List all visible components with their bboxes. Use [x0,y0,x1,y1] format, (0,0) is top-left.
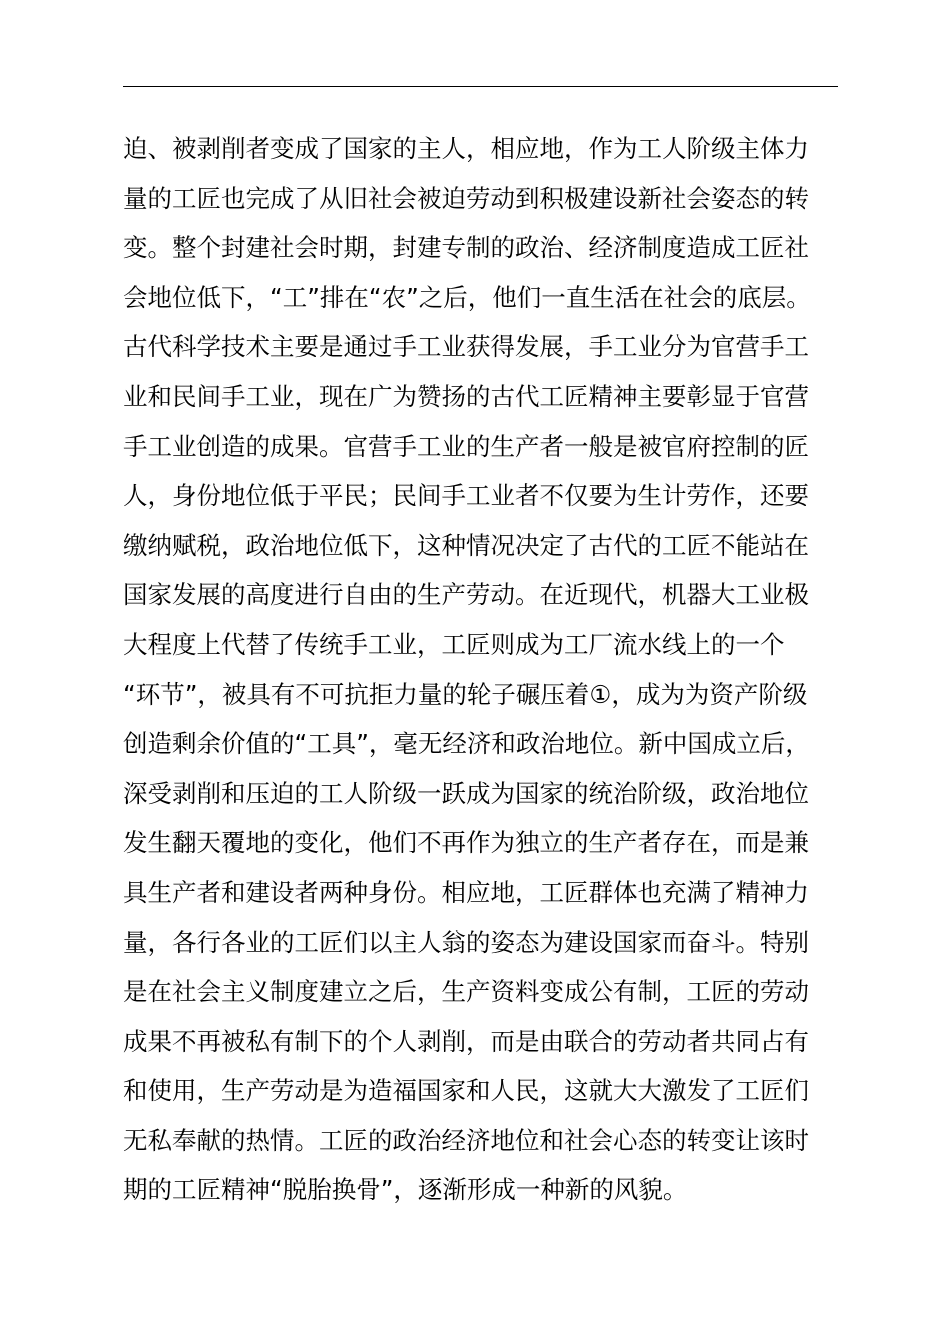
text-line: 大程度上代替了传统手工业，工匠则成为工厂流水线上的一个 [123,629,785,659]
text-line: “环节”，被具有不可抗拒力量的轮子碾压着①，成为为资产阶级 [123,679,808,709]
text-line: 创造剩余价值的“工具”，毫无经济和政治地位。新中国成立后， [123,729,810,759]
text-line: 是在社会主义制度建立之后，生产资料变成公有制，工匠的劳动 [123,977,809,1007]
text-line: 手工业创造的成果。官营手工业的生产者一般是被官府控制的匠 [123,431,809,461]
text-line: 会地位低下，“工”排在“农”之后，他们一直生活在社会的底层。 [123,282,811,312]
text-line: 缴纳赋税，政治地位低下，这种情况决定了古代的工匠不能站在 [123,530,809,560]
text-line: 业和民间手工业，现在广为赞扬的古代工匠精神主要彰显于官营 [123,381,809,411]
text-line: 变。整个封建社会时期，封建专制的政治、经济制度造成工匠社 [123,233,809,263]
text-line: 量，各行各业的工匠们以主人翁的姿态为建设国家而奋斗。特别 [123,927,809,957]
text-line: 古代科学技术主要是通过手工业获得发展，手工业分为官营手工 [123,332,809,362]
text-line: 迫、被剥削者变成了国家的主人，相应地，作为工人阶级主体力 [123,134,809,163]
text-line: 深受剥削和压迫的工人阶级一跃成为国家的统治阶级，政治地位 [123,778,809,808]
text-line: 无私奉献的热情。工匠的政治经济地位和社会心态的转变让该时 [123,1125,809,1155]
text-line: 国家发展的高度进行自由的生产劳动。在近现代，机器大工业极 [123,580,809,610]
text-line: 发生翻天覆地的变化，他们不再作为独立的生产者存在，而是兼 [123,828,809,858]
text-line: 成果不再被私有制下的个人剥削，而是由联合的劳动者共同占有 [123,1026,809,1056]
text-line: 期的工匠精神“脱胎换骨”，逐渐形成一种新的风貌。 [123,1175,688,1205]
text-line: 和使用，生产劳动是为造福国家和人民，这就大大激发了工匠们 [123,1076,809,1106]
header-rule [123,86,838,87]
text-line: 人，身份地位低于平民；民间手工业者不仅要为生计劳作，还要 [123,481,809,511]
text-line: 量的工匠也完成了从旧社会被迫劳动到积极建设新社会姿态的转 [123,183,809,213]
body-paragraph [123,124,845,1215]
text-line: 具生产者和建设者两种身份。相应地，工匠群体也充满了精神力 [123,877,809,907]
